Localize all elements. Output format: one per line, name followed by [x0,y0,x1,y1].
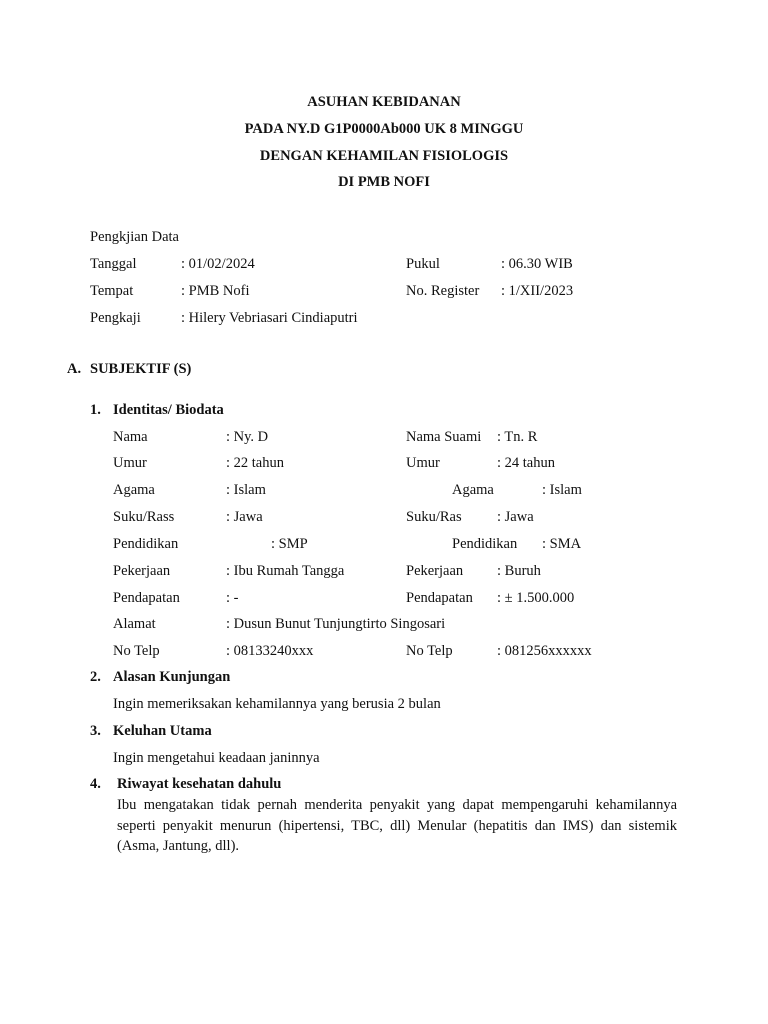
date-value: : 01/02/2024 [181,256,255,272]
item-4-title: Riwayat kesehatan dahulu [117,776,282,792]
husband-religion-label: Agama [452,482,494,498]
husband-income-value: : ± 1.500.000 [497,590,575,606]
wife-age-label: Umur [113,455,147,471]
item-1-number: 1. [90,402,101,418]
section-a-title: SUBJEKTIF (S) [90,361,192,377]
document-title-line-2: PADA NY.D G1P0000Ab000 UK 8 MINGGU [244,121,524,137]
address-label: Alamat [113,616,156,632]
item-3-text: Ingin mengetahui keadaan janinnya [113,750,320,766]
item-2-title: Alasan Kunjungan [113,669,231,685]
husband-name-label: Nama Suami [406,429,482,445]
place-value: : PMB Nofi [181,283,250,299]
wife-job-value: : Ibu Rumah Tangga [226,563,345,579]
husband-job-label: Pekerjaan [406,563,464,579]
wife-religion-label: Agama [113,482,155,498]
assessment-heading: Pengkjian Data [90,229,179,245]
wife-phone-value: : 08133240xxx [226,643,314,659]
item-4-number: 4. [90,776,101,792]
address-value: : Dusun Bunut Tunjungtirto Singosari [226,616,446,632]
item-1-title: Identitas/ Biodata [113,402,224,418]
item-3-title: Keluhan Utama [113,723,212,739]
wife-job-label: Pekerjaan [113,563,171,579]
husband-education-value: : SMA [542,536,582,552]
place-label: Tempat [90,283,134,299]
wife-income-label: Pendapatan [113,590,180,606]
assessor-value: : Hilery Vebriasari Cindiaputri [181,310,358,326]
wife-ethnicity-label: Suku/Rass [113,509,175,525]
document-title-line-1: ASUHAN KEBIDANAN [307,94,461,110]
husband-name-value: : Tn. R [497,429,538,445]
item-4-text: Ibu mengatakan tidak pernah menderita penyakit yang dapat mempengaruhi kehamilannya seperti penyakit menurun (hipertensi, TBC, dll) Menular (hepatitis dan IMS) dan sistemik (Asma, Jantung, dll). [117,797,677,854]
section-a-letter: A. [67,361,82,377]
husband-religion-value: : Islam [542,482,582,498]
date-label: Tanggal [90,256,137,272]
wife-education-value: : SMP [271,536,308,552]
wife-age-value: : 22 tahun [226,455,284,471]
wife-phone-label: No Telp [113,643,160,659]
wife-income-value: : - [226,590,239,606]
register-value: : 1/XII/2023 [501,283,574,299]
wife-ethnicity-value: : Jawa [226,509,263,525]
husband-phone-value: : 081256xxxxxx [497,643,592,659]
husband-education-label: Pendidikan [452,536,518,552]
document-title-line-4: DI PMB NOFI [338,174,430,190]
time-value: : 06.30 WIB [501,256,573,272]
husband-ethnicity-label: Suku/Ras [406,509,462,525]
time-label: Pukul [406,256,440,272]
wife-education-label: Pendidikan [113,536,179,552]
register-label: No. Register [406,283,480,299]
husband-income-label: Pendapatan [406,590,473,606]
husband-ethnicity-value: : Jawa [497,509,534,525]
item-2-text: Ingin memeriksakan kehamilannya yang berusia 2 bulan [113,696,441,712]
husband-phone-label: No Telp [406,643,453,659]
wife-name-label: Nama [113,429,148,445]
item-2-number: 2. [90,669,101,685]
wife-religion-value: : Islam [226,482,266,498]
item-3-number: 3. [90,723,101,739]
wife-name-value: : Ny. D [226,429,269,445]
husband-job-value: : Buruh [497,563,541,579]
assessor-label: Pengkaji [90,310,141,326]
document-title-line-3: DENGAN KEHAMILAN FISIOLOGIS [259,148,509,164]
husband-age-value: : 24 tahun [497,455,555,471]
husband-age-label: Umur [406,455,440,471]
